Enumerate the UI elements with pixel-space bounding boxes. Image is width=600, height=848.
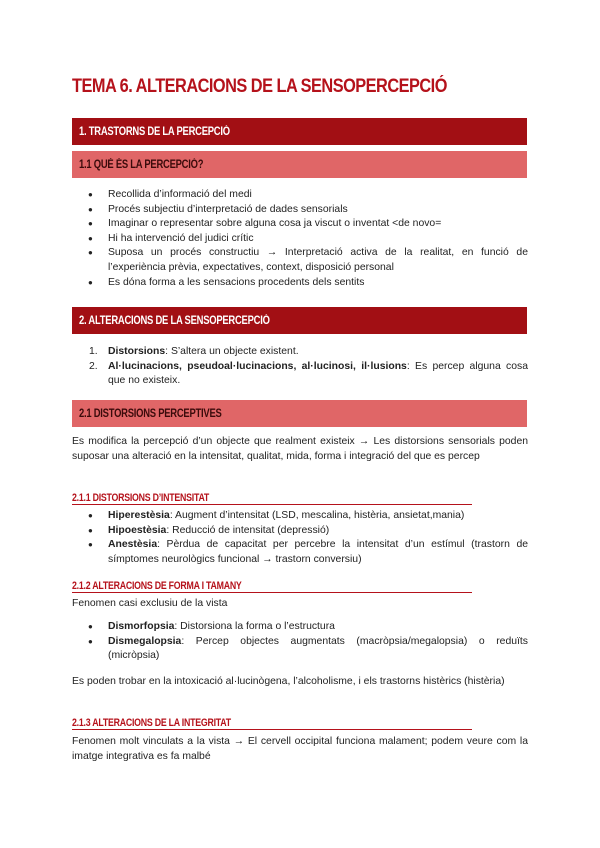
list-item: ● Procés subjectiu d’interpretació de dades sensorials xyxy=(72,203,528,218)
section-2-1-1-heading-text: 2.1.1 DISTORSIONS D’INTENSITAT xyxy=(72,492,210,504)
definition: : Percep objectes augmentats (macròpsia/megalopsia) o reduïts (micròpsia) xyxy=(108,635,528,662)
section-1-1-heading xyxy=(72,151,527,178)
list-number: 2. xyxy=(89,360,98,372)
list-item: ● Suposa un procés constructiu → Interpretació activa de la realitat, en funció de l’experiència prèvia, expectatives, context, disposició personal xyxy=(72,246,528,275)
list-number: 1. xyxy=(89,346,98,357)
definition: : Reducció de intensitat (depressió) xyxy=(166,524,330,536)
list-item xyxy=(72,360,528,389)
section-2-1-heading xyxy=(72,400,527,427)
definition: : Augment d’intensitat (LSD, mescalina, histèria, ansietat,mania) xyxy=(169,510,465,521)
list-item: ● Hi ha intervenció del judici crític xyxy=(72,232,528,247)
section-2-1-2-heading-text: 2.1.2 ALTERACIONS DE FORMA I TAMANY xyxy=(72,580,242,592)
section-2-heading xyxy=(72,307,527,334)
list-item: ● Imaginar o representar sobre alguna cosa ja viscut o inventat <de novo= xyxy=(72,217,528,232)
list-item: ● Recollida d’informació del medi xyxy=(72,188,528,203)
alterations-numbered-list xyxy=(72,345,528,389)
definition: : S’altera un objecte existent. xyxy=(165,346,299,357)
section-2-1-heading-text: 2.1 DISTORSIONS PERCEPTIVES xyxy=(79,407,222,420)
term: Dismorfopsia xyxy=(108,621,175,632)
section-2-1-2-heading xyxy=(72,576,472,593)
form-size-list xyxy=(72,620,528,664)
term: Hipoestèsia xyxy=(108,524,167,536)
term: Distorsions xyxy=(108,346,166,357)
definition: : Distorsiona la forma o l’estructura xyxy=(174,621,335,632)
section-1-1-heading-text: 1.1 QUÈ ÉS LA PERCEPCIÓ? xyxy=(79,158,204,171)
document-title: TEMA 6. ALTERACIONS DE LA SENSOPERCEPCIÓ xyxy=(72,76,447,97)
list-item: ● Es dóna forma a les sensacions procedents dels sentits xyxy=(72,276,528,291)
term: Al·lucinacions, pseudoal·lucinacions, al·lucinosi, il·lusions xyxy=(108,360,407,372)
intensity-list xyxy=(72,509,528,567)
term: Dismegalopsia xyxy=(108,635,182,647)
perception-bullet-list xyxy=(72,188,528,290)
list-item xyxy=(72,620,528,635)
list-item xyxy=(72,635,528,664)
integrity-intro: Fenomen molt vinculats a la vista → El cervell occipital funciona malament; podem veure com la imatge integrativa es fa malbé xyxy=(72,736,528,762)
list-item xyxy=(72,345,528,360)
list-item xyxy=(72,524,528,539)
form-size-note: Es poden trobar en la intoxicació al·lucinògena, l’alcoholisme, i els trastorns histèrics (histèria) xyxy=(72,676,505,687)
section-2-1-3-heading-text: 2.1.3 ALTERACIONS DE LA INTEGRITAT xyxy=(72,717,231,729)
section-2-1-1-heading xyxy=(72,488,472,505)
distortions-intro: Es modifica la percepció d’un objecte que realment existeix → Les distorsions sensorials poden suposar una alteració en la intensitat, qualitat, mida, forma i integració del que es percep xyxy=(72,436,528,462)
definition: : Es percep alguna cosa que no existeix. xyxy=(108,360,528,387)
list-item xyxy=(72,509,528,524)
section-2-1-3-heading xyxy=(72,713,472,730)
term: Anestèsia xyxy=(108,539,158,551)
section-1-heading-text: 1. TRASTORNS DE LA PERCEPCIÓ xyxy=(79,125,230,138)
list-item xyxy=(72,538,528,567)
term: Hiperestèsia xyxy=(108,510,170,521)
form-size-intro: Fenomen casi exclusiu de la vista xyxy=(72,598,228,609)
section-1-heading xyxy=(72,118,527,145)
section-2-heading-text: 2. ALTERACIONS DE LA SENSOPERCEPCIÓ xyxy=(79,314,270,327)
definition: : Pèrdua de capacitat per percebre la intensitat d’un estímul (trastorn de símptomes neurològics funcional → trastorn conversiu) xyxy=(108,539,528,565)
